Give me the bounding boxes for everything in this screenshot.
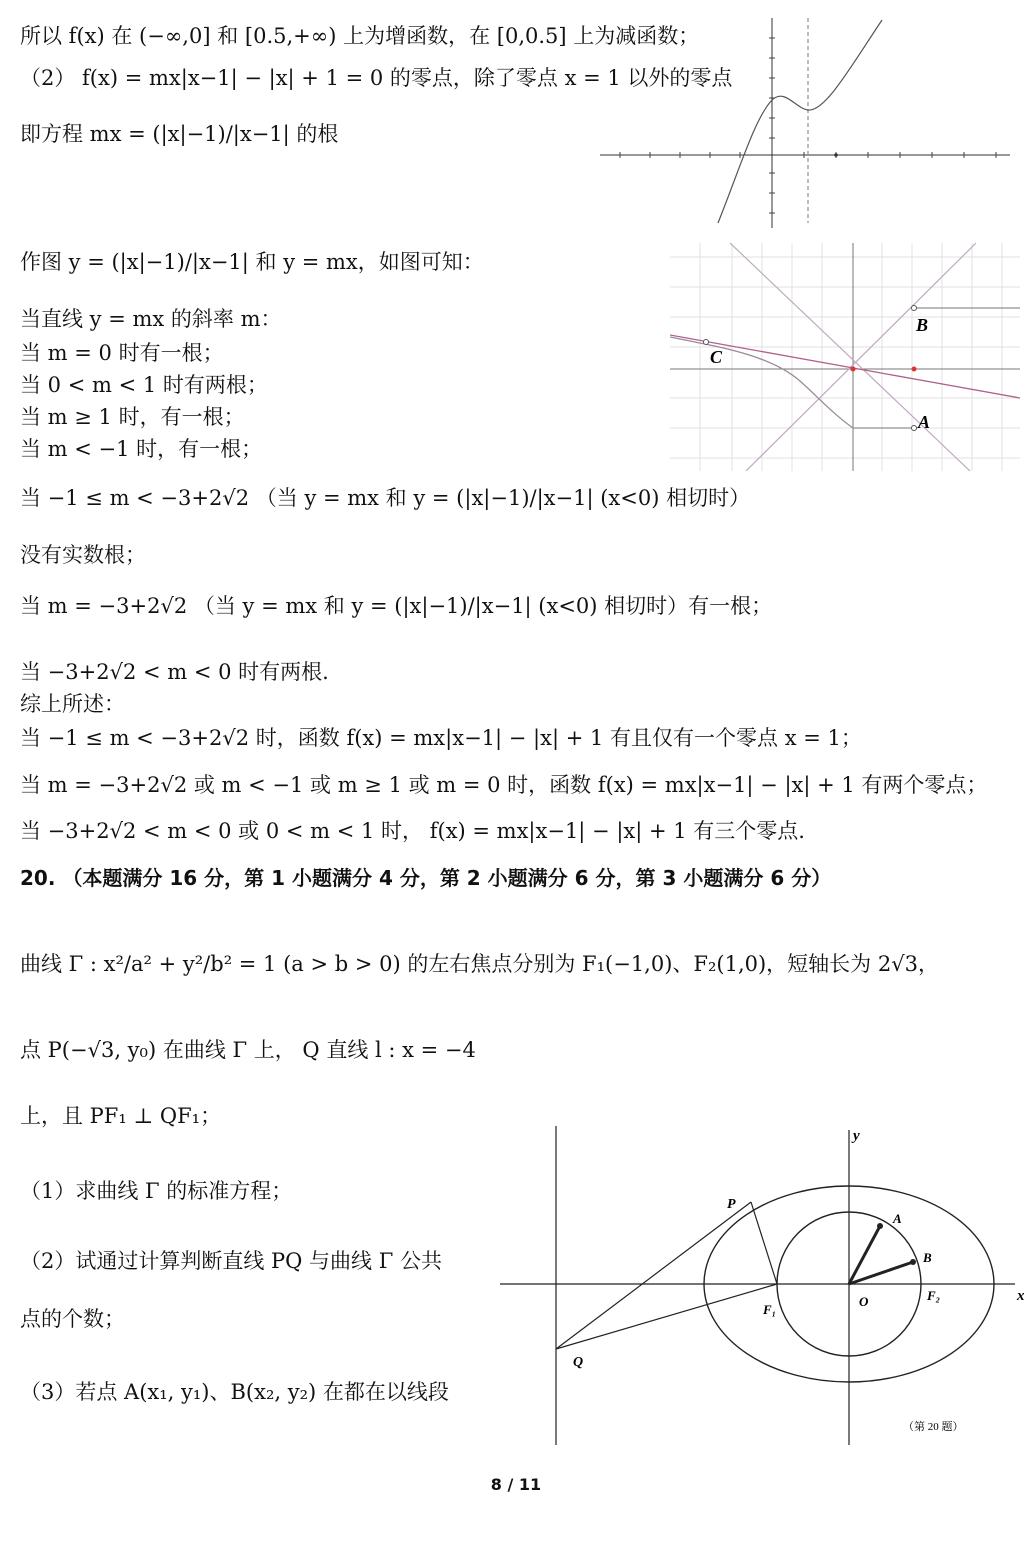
label-x-axis: x	[1017, 1288, 1025, 1304]
text-line-9: 当 m < −1 时，有一根；	[20, 437, 263, 461]
text-line-7: 当 0 < m < 1 时有两根；	[20, 373, 268, 397]
text-line-3: 即方程 mx = (|x|−1)/|x−1| 的根	[20, 122, 339, 146]
label-F2: F₂	[927, 1288, 941, 1303]
label-P: P	[727, 1197, 736, 1212]
label-A: A	[918, 412, 931, 432]
figure-caption: （第 20 题）	[903, 1421, 964, 1433]
label-O: O	[859, 1294, 869, 1309]
q20-line-7: （3）若点 A(x₁, y₁)、B(x₂, y₂) 在都在以线段	[20, 1380, 449, 1404]
function-graph-2	[670, 243, 1020, 471]
function-graph-1	[600, 18, 1010, 228]
page-number: 8 / 11	[490, 1475, 542, 1494]
text-line-14: 综上所述：	[20, 692, 125, 716]
q20-line-3: 上，且 PF₁ ⊥ QF₁；	[20, 1104, 222, 1128]
q20-line-1: 曲线 Γ : x²/a² + y²/b² = 1 (a > b > 0) 的左右焦点分别为 F₁(−1,0)、F₂(1,0)，短轴长为 2√3，	[20, 952, 939, 976]
label-A: A	[893, 1211, 902, 1226]
text-line-12: 当 m = −3+2√2 （当 y = mx 和 y = (|x|−1)/|x−1| (x<0) 相切时）有一根；	[20, 594, 773, 618]
text-line-6: 当 m = 0 时有一根；	[20, 341, 224, 365]
label-B: B	[923, 1250, 932, 1265]
text-line-8: 当 m ≥ 1 时，有一根；	[20, 405, 245, 429]
text-line-11: 没有实数根；	[20, 543, 146, 567]
text-line-4: 作图 y = (|x|−1)/|x−1| 和 y = mx，如图可知：	[20, 250, 484, 274]
label-C: C	[710, 347, 723, 367]
q20-line-6: 点的个数；	[20, 1307, 125, 1331]
text-line-16: 当 m = −3+2√2 或 m < −1 或 m ≥ 1 或 m = 0 时，函数 f(x) = mx|x−1| − |x| + 1 有两个零点；	[20, 773, 988, 797]
q20-line-5: （2）试通过计算判断直线 PQ 与曲线 Γ 公共	[20, 1249, 442, 1273]
question-20-header: 20. （本题满分 16 分，第 1 小题满分 4 分，第 2 小题满分 6 分，第 3 小题满分 6 分）	[20, 866, 832, 890]
label-F1: F₁	[763, 1302, 777, 1317]
text-line-5: 当直线 y = mx 的斜率 m：	[20, 307, 282, 331]
figure-20-ellipse	[495, 1120, 1030, 1450]
text-line-1: 所以 f(x) 在 (−∞,0] 和 [0.5,+∞) 上为增函数，在 [0,0.5] 上为减函数；	[20, 24, 700, 48]
q20-line-2: 点 P(−√3, y₀) 在曲线 Γ 上， Q 直线 l : x = −4	[20, 1038, 476, 1062]
label-Q: Q	[573, 1355, 584, 1370]
label-B: B	[916, 315, 929, 335]
text-line-13: 当 −3+2√2 < m < 0 时有两根.	[20, 660, 329, 684]
text-line-17: 当 −3+2√2 < m < 0 或 0 < m < 1 时， f(x) = mx|x−1| − |x| + 1 有三个零点.	[20, 819, 805, 843]
q20-line-4: （1）求曲线 Γ 的标准方程；	[20, 1179, 293, 1203]
text-line-10: 当 −1 ≤ m < −3+2√2 （当 y = mx 和 y = (|x|−1)/|x−1| (x<0) 相切时）	[20, 486, 751, 510]
label-y-axis: y	[853, 1128, 860, 1144]
text-line-2: （2） f(x) = mx|x−1| − |x| + 1 = 0 的零点，除了零点 x = 1 以外的零点	[20, 66, 733, 90]
text-line-15: 当 −1 ≤ m < −3+2√2 时，函数 f(x) = mx|x−1| − |x| + 1 有且仅有一个零点 x = 1；	[20, 726, 862, 750]
